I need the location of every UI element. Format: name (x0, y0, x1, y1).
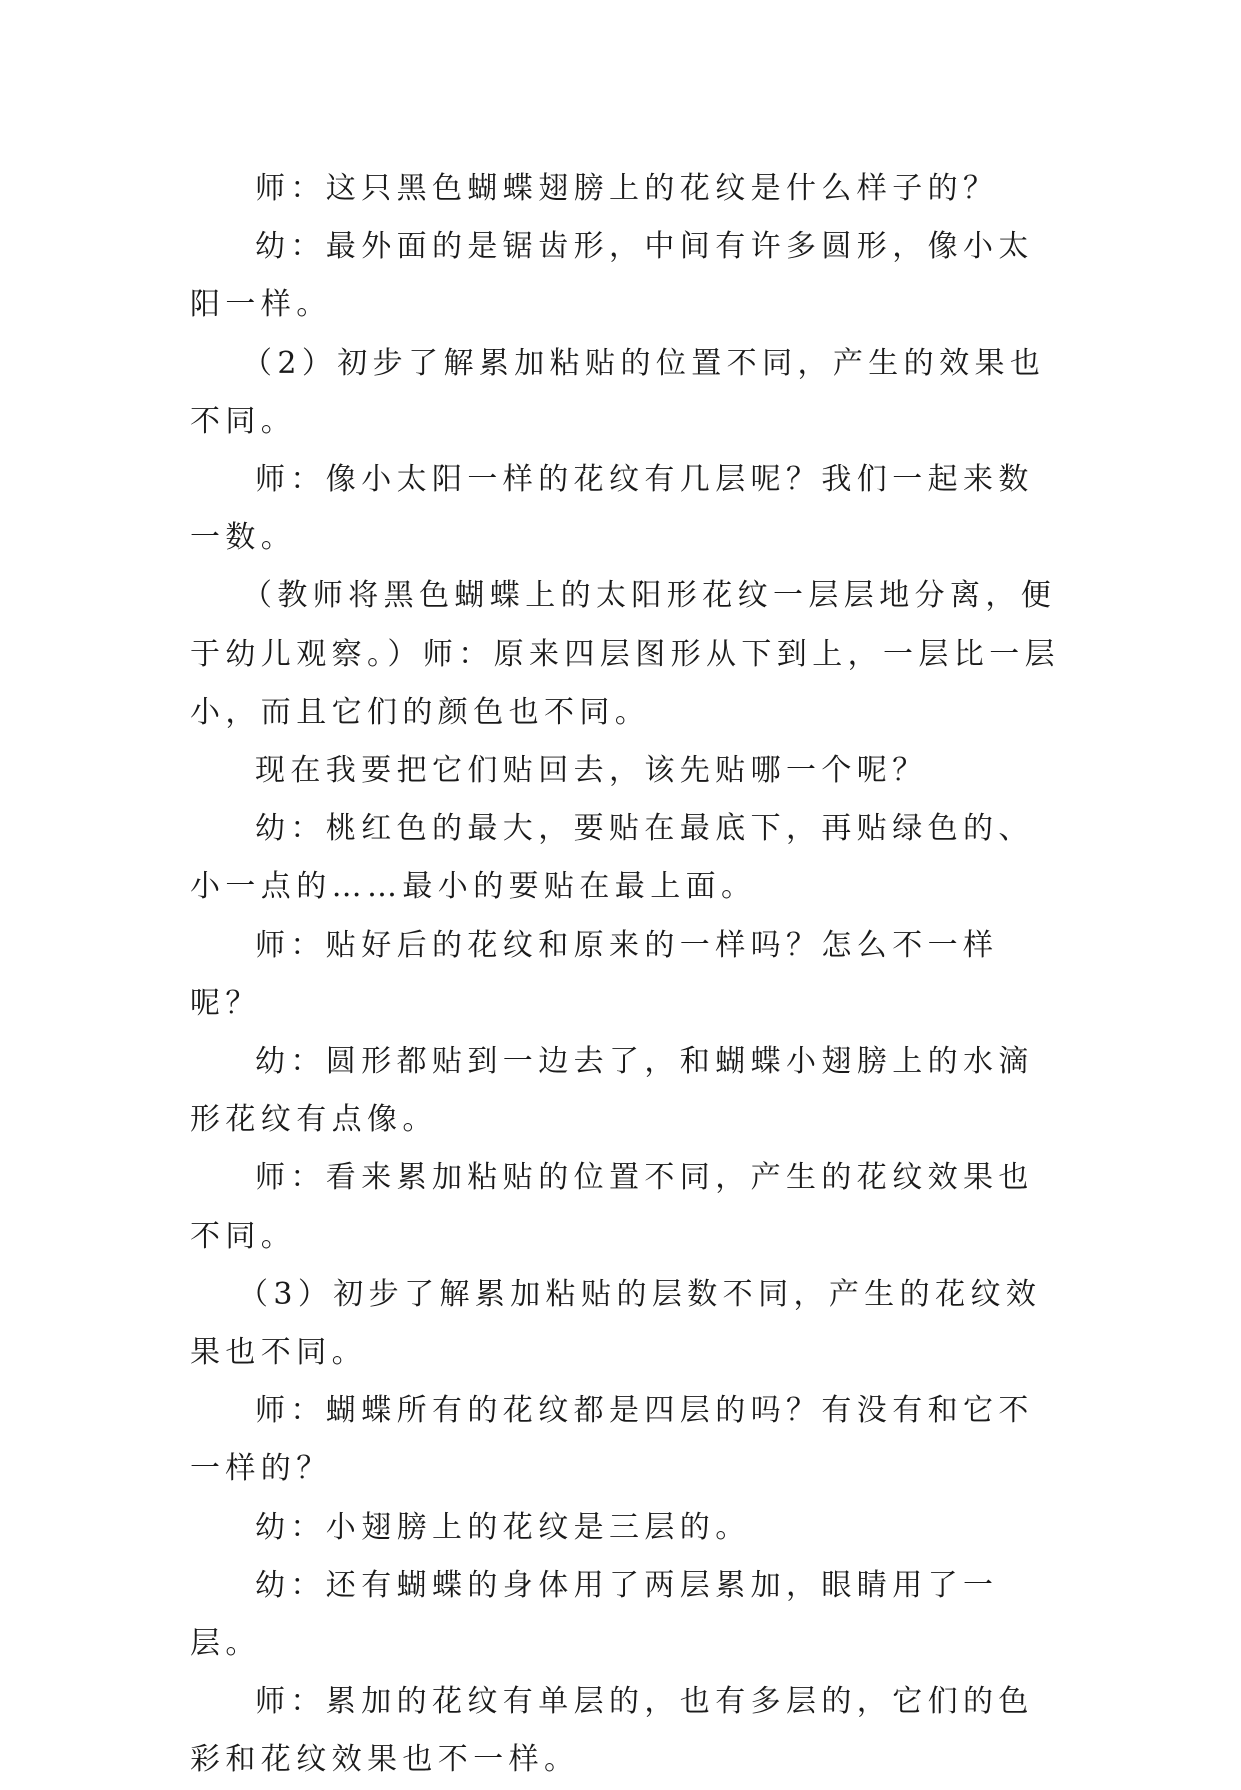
paragraph-13: 幼：小翅膀上的花纹是三层的。 (255, 1509, 751, 1545)
paragraph-3: （2）初步了解累加粘贴的位置不同，产生的效果也不同。 (190, 345, 1046, 439)
paragraph-6: 现在我要把它们贴回去，该先贴哪一个呢？ (255, 753, 928, 789)
paragraph-2: 幼：最外面的是锯齿形，中间有许多圆形，像小太阳一样。 (190, 229, 1034, 323)
paragraph-11: （3）初步了解累加粘贴的层数不同，产生的花纹效果也不同。 (190, 1276, 1042, 1371)
document-body (190, 160, 1060, 1790)
paragraph-4: 师：像小太阳一样的花纹有几层呢？我们一起来数一数。 (190, 462, 1034, 556)
paragraph-5: （教师将黑色蝴蝶上的太阳形花纹一层层地分离，便于幼儿观察。）师：原来四层图形从下到上，一层比一层小，而且它们的颜色也不同。 (190, 578, 1060, 730)
paragraph-15: 师：累加的花纹有单层的，也有多层的，它们的色彩和花纹效果也不一样。 (190, 1684, 1034, 1778)
paragraph-7: 幼：桃红色的最大，要贴在最底下，再贴绿色的、小一点的……最小的要贴在最上面。 (190, 811, 1034, 905)
paragraph-10: 师：看来累加粘贴的位置不同，产生的花纹效果也不同。 (190, 1160, 1034, 1254)
paragraph-12: 师：蝴蝶所有的花纹都是四层的吗？有没有和它不一样的？ (190, 1393, 1034, 1487)
paragraph-14: 幼：还有蝴蝶的身体用了两层累加，眼睛用了一层。 (190, 1567, 999, 1662)
paragraph-8: 师：贴好后的花纹和原来的一样吗？怎么不一样呢？ (190, 927, 999, 1021)
paragraph-1: 师：这只黑色蝴蝶翅膀上的花纹是什么样子的？ (255, 171, 999, 206)
paragraph-9: 幼：圆形都贴到一边去了，和蝴蝶小翅膀上的水滴形花纹有点像。 (190, 1044, 1034, 1138)
